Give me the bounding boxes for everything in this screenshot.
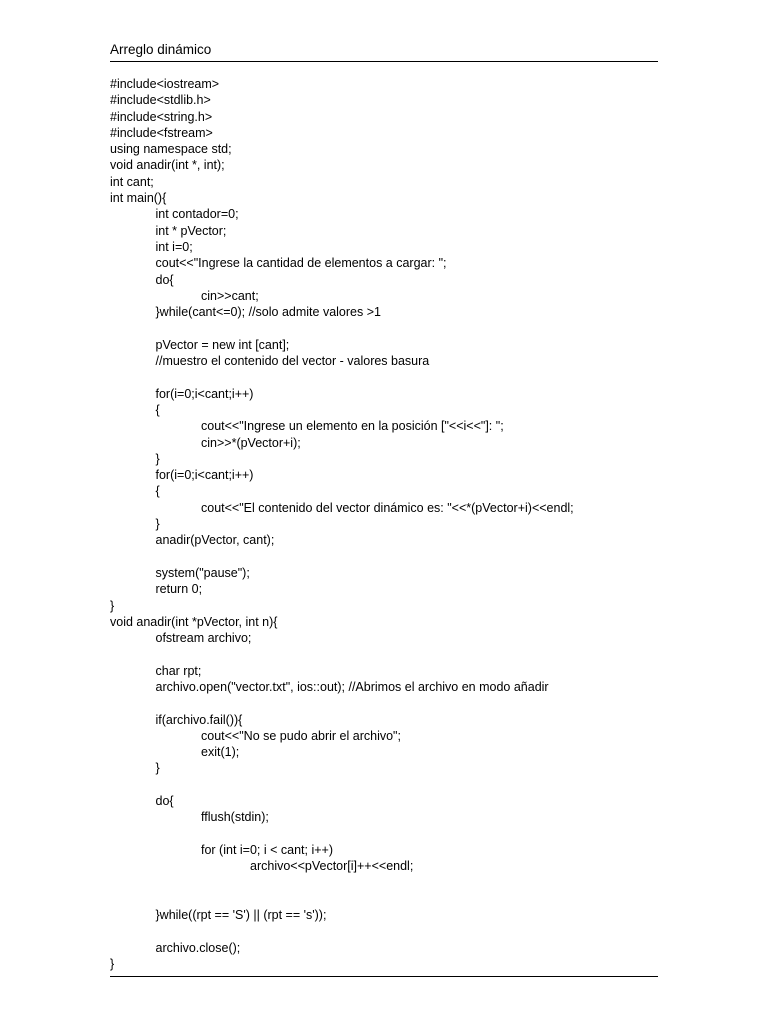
code-line: int cant; [110, 174, 154, 189]
code-line [110, 646, 658, 662]
code-line: #include<fstream> [110, 125, 213, 140]
code-line: cout<<"No se pudo abrir el archivo"; [201, 728, 401, 743]
code-line: using namespace std; [110, 142, 232, 157]
code-line: void anadir(int *pVector, int n){ [110, 614, 278, 629]
code-line: } [155, 761, 160, 776]
code-line: system("pause"); [155, 565, 250, 580]
code-line: void anadir(int *, int); [110, 158, 225, 173]
code-line: fflush(stdin); [201, 810, 269, 825]
code-line [110, 875, 658, 891]
code-line: } [155, 517, 160, 532]
code-line: char rpt; [155, 663, 202, 678]
code-line [110, 777, 658, 793]
code-line: } [155, 451, 160, 466]
footer-divider [110, 976, 658, 977]
code-line: } [110, 598, 115, 613]
code-line: archivo.close(); [155, 940, 241, 955]
code-line: { [155, 484, 160, 499]
code-line: }while((rpt == 'S') || (rpt == 's')); [155, 908, 327, 923]
code-line: cout<<"Ingrese la cantidad de elementos a cargar: "; [155, 256, 447, 271]
page-title: Arreglo dinámico [110, 42, 212, 57]
code-line: do{ [155, 272, 174, 287]
code-line: exit(1); [201, 745, 240, 760]
code-line: int i=0; [155, 239, 193, 254]
page-header [110, 42, 658, 62]
code-line: for (int i=0; i < cant; i++) [201, 842, 334, 857]
code-line: pVector = new int [cant]; [155, 337, 290, 352]
code-line [110, 369, 658, 385]
code-line: anadir(pVector, cant); [155, 533, 275, 548]
code-line [110, 549, 658, 565]
code-line: if(archivo.fail()){ [155, 712, 243, 727]
code-line [110, 320, 658, 336]
code-line: int contador=0; [155, 207, 239, 222]
code-line: archivo<<pVector[i]++<<endl; [250, 859, 414, 874]
code-line: int main(){ [110, 191, 167, 206]
code-line: archivo.open("vector.txt", ios::out); //Abrimos el archivo en modo añadir [155, 679, 549, 694]
code-line: int * pVector; [155, 223, 227, 238]
code-line: { [155, 402, 160, 417]
code-line: cout<<"El contenido del vector dinámico es: "<<*(pVector+i)<<endl; [201, 500, 574, 515]
code-line: cin>>*(pVector+i); [201, 435, 301, 450]
code-line: #include<iostream> [110, 77, 220, 91]
code-line [110, 826, 658, 842]
code-line: cin>>cant; [201, 288, 259, 303]
code-listing [110, 76, 658, 972]
code-line: do{ [155, 794, 174, 809]
code-line: #include<string.h> [110, 109, 213, 124]
code-line: }while(cant<=0); //solo admite valores >1 [155, 305, 381, 320]
code-line: ofstream archivo; [155, 631, 252, 646]
code-line [110, 695, 658, 711]
code-line: #include<stdlib.h> [110, 93, 211, 108]
code-line [110, 891, 658, 907]
code-line: for(i=0;i<cant;i++) [155, 468, 254, 483]
code-line: cout<<"Ingrese un elemento en la posición ["<<i<<"]: "; [201, 419, 504, 434]
code-line: //muestro el contenido del vector - valores basura [155, 354, 430, 369]
code-line [110, 923, 658, 939]
code-line: for(i=0;i<cant;i++) [155, 386, 254, 401]
code-line: return 0; [155, 582, 203, 597]
code-line: } [110, 957, 115, 972]
